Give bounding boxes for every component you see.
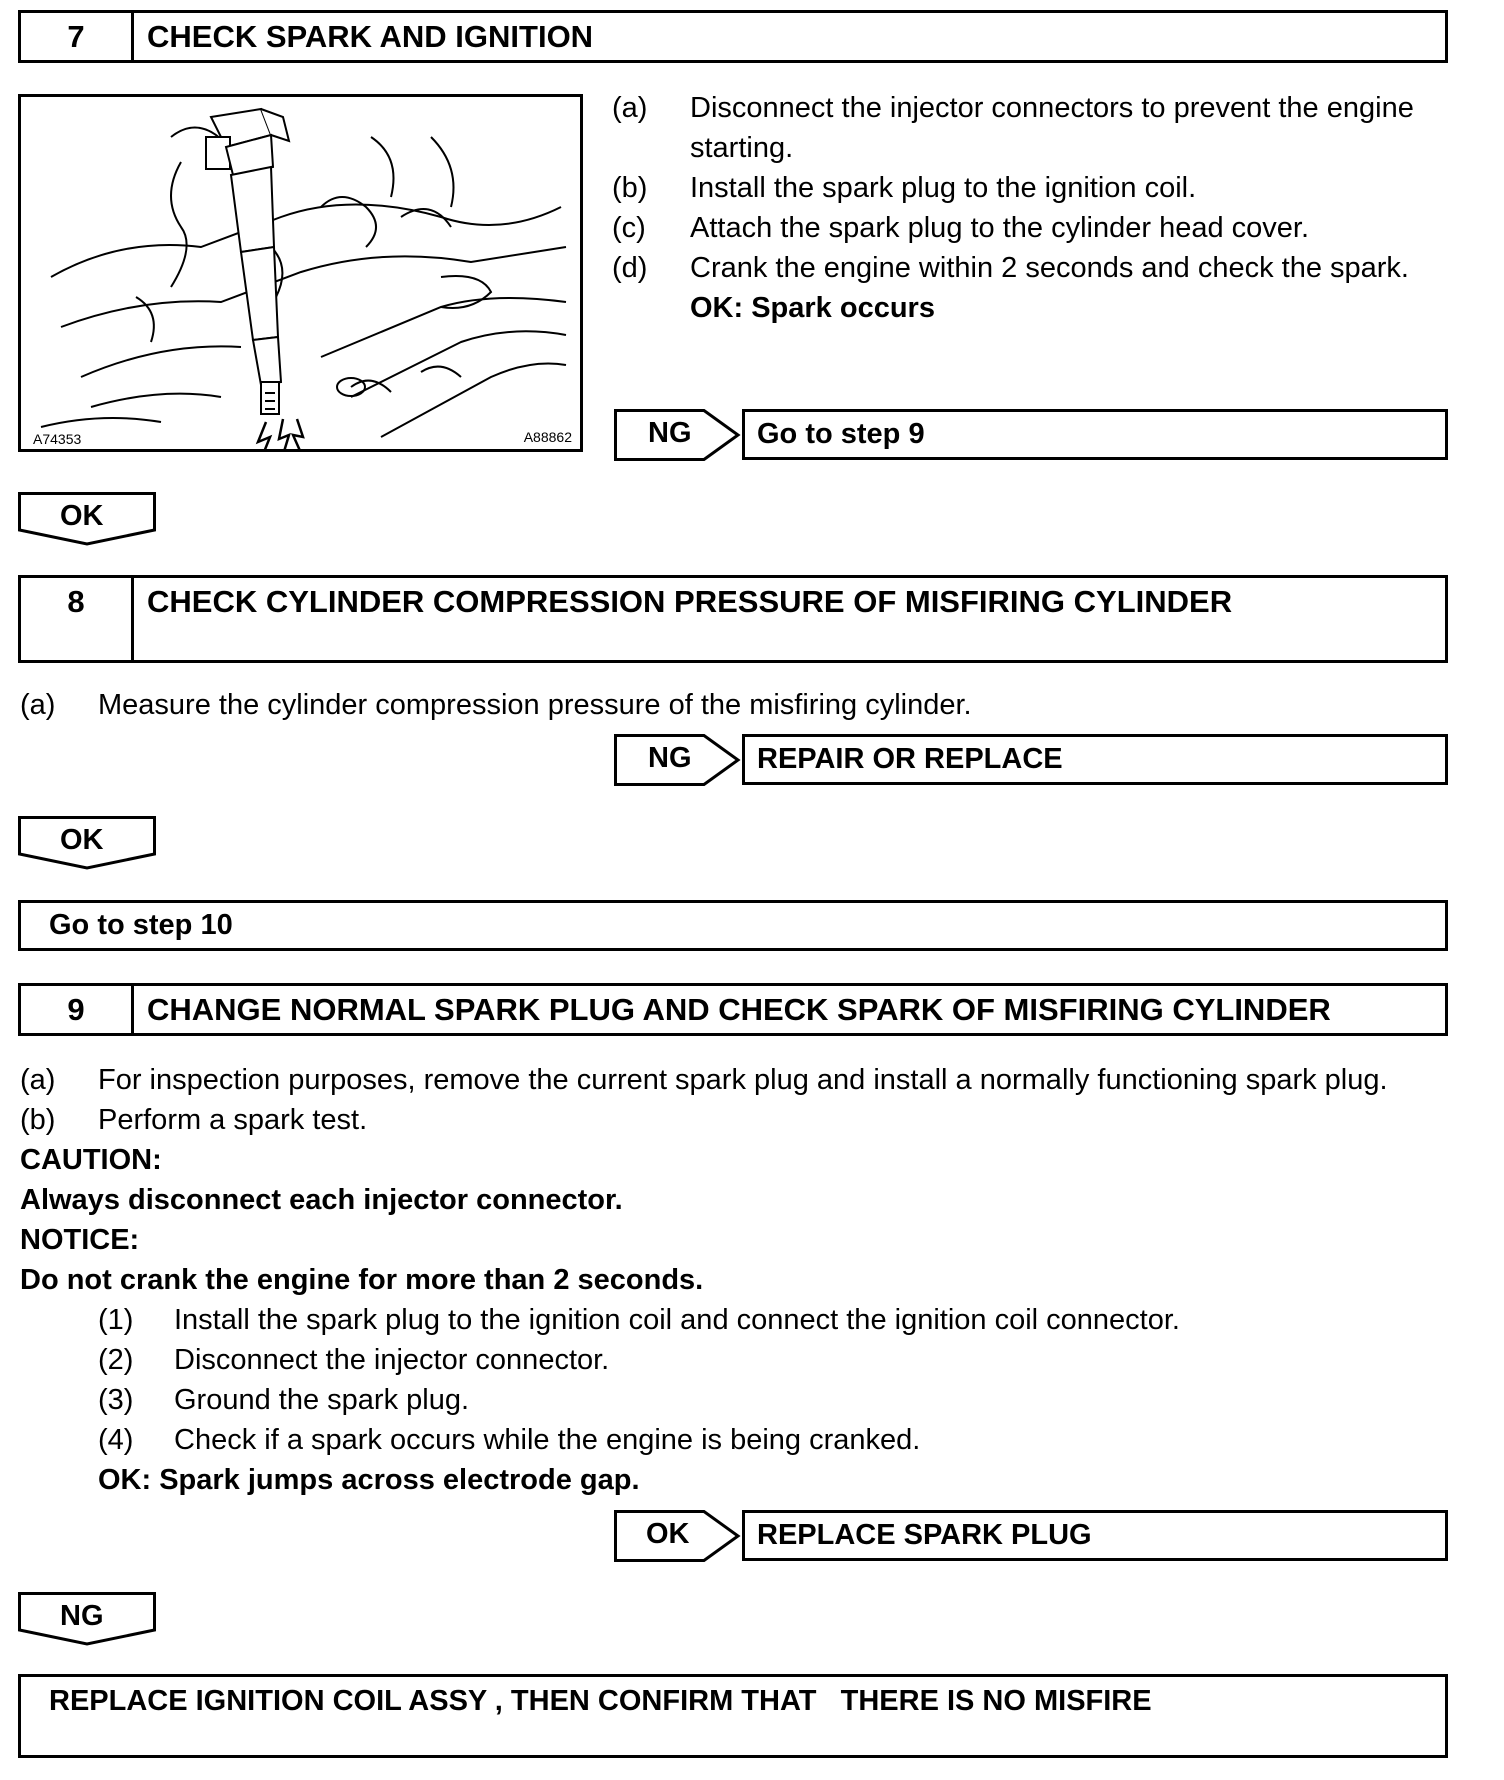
item-text: Disconnect the injector connectors to prevent the engine xyxy=(690,92,1414,124)
item-label: (b) xyxy=(20,1104,56,1136)
step-number: 8 xyxy=(21,578,134,660)
ng-tag-label: NG xyxy=(648,742,692,774)
goto-step-text: Go to step 10 xyxy=(49,909,233,941)
ng-result-text: Go to step 9 xyxy=(757,418,925,450)
item-text: Install the spark plug to the ignition coil. xyxy=(690,172,1197,204)
step-7-header xyxy=(18,10,1448,63)
step-8-header xyxy=(18,575,1448,663)
item-text: Attach the spark plug to the cylinder head cover. xyxy=(690,212,1310,244)
final-action-box xyxy=(18,1674,1448,1758)
item-label: (a) xyxy=(20,1064,56,1096)
subitem-label: (1) xyxy=(98,1304,134,1336)
ok-tab-label: OK xyxy=(60,500,104,532)
item-label: (a) xyxy=(612,92,648,124)
caution-text: Always disconnect each injector connector. xyxy=(20,1184,623,1216)
subitem-label: (2) xyxy=(98,1344,134,1376)
ng-result-box xyxy=(742,409,1448,460)
ok-result-text: REPLACE SPARK PLUG xyxy=(757,1519,1092,1551)
subitem-text: Install the spark plug to the ignition coil and connect the ignition coil connector. xyxy=(174,1304,1180,1336)
notice-label: NOTICE: xyxy=(20,1224,140,1256)
step-number: 9 xyxy=(21,986,134,1033)
ignition-coil-icon xyxy=(21,97,580,449)
ok-spec: OK: Spark jumps across electrode gap. xyxy=(98,1464,640,1496)
caution-label: CAUTION: xyxy=(20,1144,162,1176)
item-label: (d) xyxy=(612,252,648,284)
ok-tag-label: OK xyxy=(646,1518,690,1550)
item-label: (a) xyxy=(20,689,56,721)
ng-tab-label: NG xyxy=(60,1600,104,1632)
subitem-text: Check if a spark occurs while the engine is being cranked. xyxy=(174,1424,921,1456)
item-text: Perform a spark test. xyxy=(98,1104,368,1136)
subitem-label: (4) xyxy=(98,1424,134,1456)
notice-text: Do not crank the engine for more than 2 seconds. xyxy=(20,1264,704,1296)
ng-result-text: REPAIR OR REPLACE xyxy=(757,743,1063,775)
item-text: Measure the cylinder compression pressure of the misfiring cylinder. xyxy=(98,689,972,721)
item-label: (b) xyxy=(612,172,648,204)
ok-result-box xyxy=(742,1510,1448,1561)
step-title: CHANGE NORMAL SPARK PLUG AND CHECK SPARK OF MISFIRING CYLINDER xyxy=(147,992,1331,1027)
subitem-label: (3) xyxy=(98,1384,134,1416)
item-text: For inspection purposes, remove the current spark plug and install a normally functioning spark plug. xyxy=(98,1064,1388,1096)
step-title: CHECK SPARK AND IGNITION xyxy=(147,19,594,54)
goto-step-box xyxy=(18,900,1448,951)
final-action-text: REPLACE IGNITION COIL ASSY , THEN CONFIRM THAT THERE IS NO MISFIRE xyxy=(49,1685,1152,1717)
ng-tag-label: NG xyxy=(648,417,692,449)
item-text: Crank the engine within 2 seconds and check the spark. xyxy=(690,252,1409,284)
ok-tab-label: OK xyxy=(60,824,104,856)
step-9-header xyxy=(18,983,1448,1036)
step-number: 7 xyxy=(21,13,134,60)
figure-code-right: A88862 xyxy=(523,429,572,445)
spark-plug-illustration xyxy=(18,94,583,452)
item-text-continued: starting. xyxy=(690,132,794,164)
subitem-text: Disconnect the injector connector. xyxy=(174,1344,610,1376)
ng-result-box xyxy=(742,734,1448,785)
item-label: (c) xyxy=(612,212,646,244)
subitem-text: Ground the spark plug. xyxy=(174,1384,470,1416)
ok-spec: OK: Spark occurs xyxy=(690,292,935,324)
step-title: CHECK CYLINDER COMPRESSION PRESSURE OF MISFIRING CYLINDER xyxy=(147,584,1233,619)
figure-code-left: A74353 xyxy=(33,431,82,447)
